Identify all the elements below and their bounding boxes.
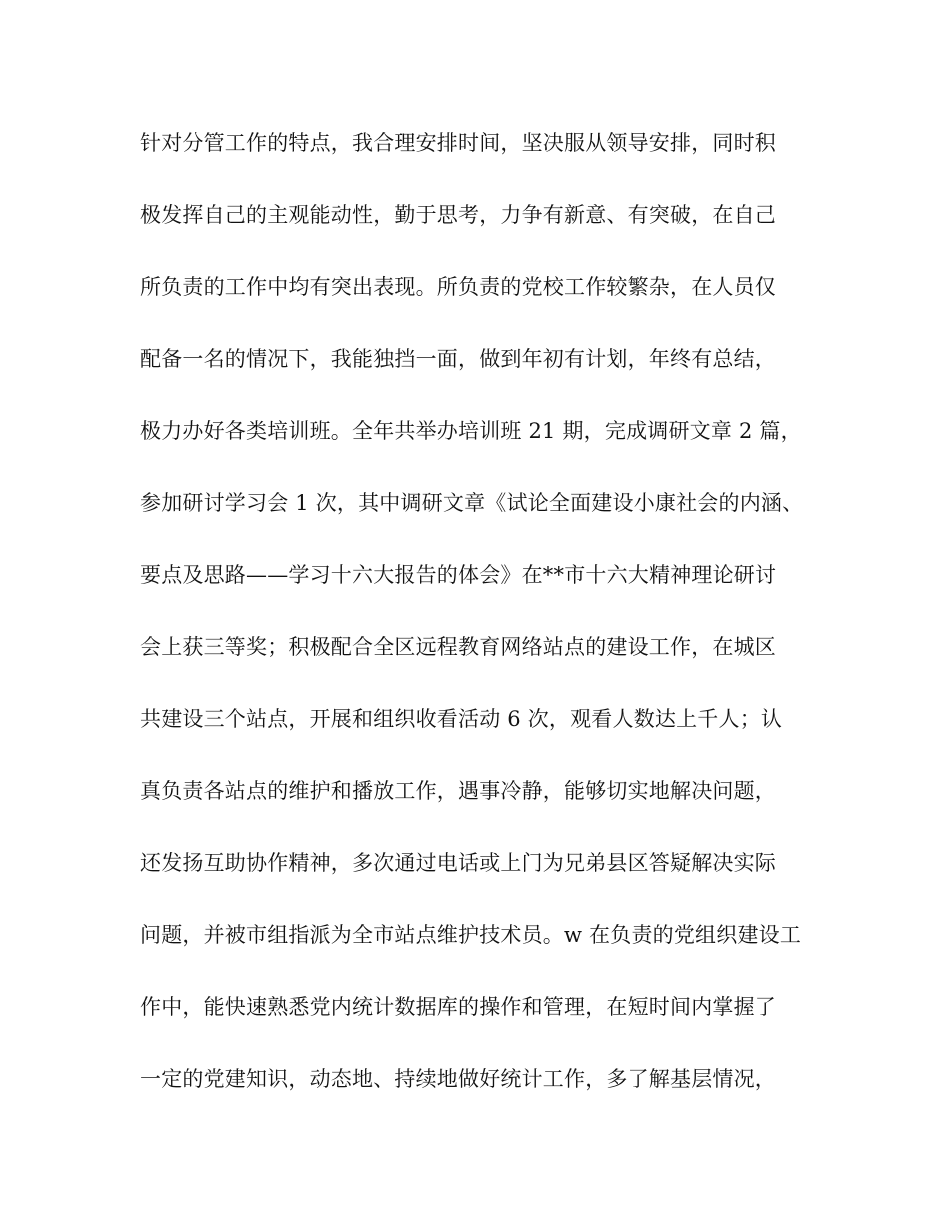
paragraph-line: 一定的党建知识，动态地、持续地做好统计工作，多了解基层情况， [140,1067,776,1091]
paragraph-line: 参加研讨学习会 1 次，其中调研文章《试论全面建设小康社会的内涵、 [140,491,804,515]
paragraph-line: 所负责的工作中均有突出表现。所负责的党校工作较繁杂，在人员仅 [140,275,776,299]
paragraph-line: 作中，能快速熟悉党内统计数据库的操作和管理，在短时间内掌握了 [140,995,776,1019]
paragraph-line: 极力办好各类培训班。全年共举办培训班 21 期，完成调研文章 2 篇， [140,419,802,443]
paragraph-line: 针对分管工作的特点，我合理安排时间，坚决服从领导安排，同时积 [140,131,776,155]
paragraph-line: 配备一名的情况下，我能独挡一面，做到年初有计划，年终有总结， [140,347,776,371]
paragraph-line: 要点及思路——学习十六大报告的体会》在**市十六大精神理论研讨 [140,563,777,587]
paragraph-line: 还发扬互助协作精神，多次通过电话或上门为兄弟县区答疑解决实际 [140,851,776,875]
paragraph-line: 会上获三等奖；积极配合全区远程教育网络站点的建设工作，在城区 [140,635,776,659]
paragraph-line: 问题，并被市组指派为全市站点维护技术员。w 在负责的党组织建设工 [140,923,802,947]
paragraph-line: 共建设三个站点，开展和组织收看活动 6 次，观看人数达上千人；认 [140,707,783,731]
paragraph-line: 极发挥自己的主观能动性，勤于思考，力争有新意、有突破，在自己 [140,203,776,227]
paragraph-line: 真负责各站点的维护和播放工作，遇事冷静，能够切实地解决问题， [140,779,776,803]
